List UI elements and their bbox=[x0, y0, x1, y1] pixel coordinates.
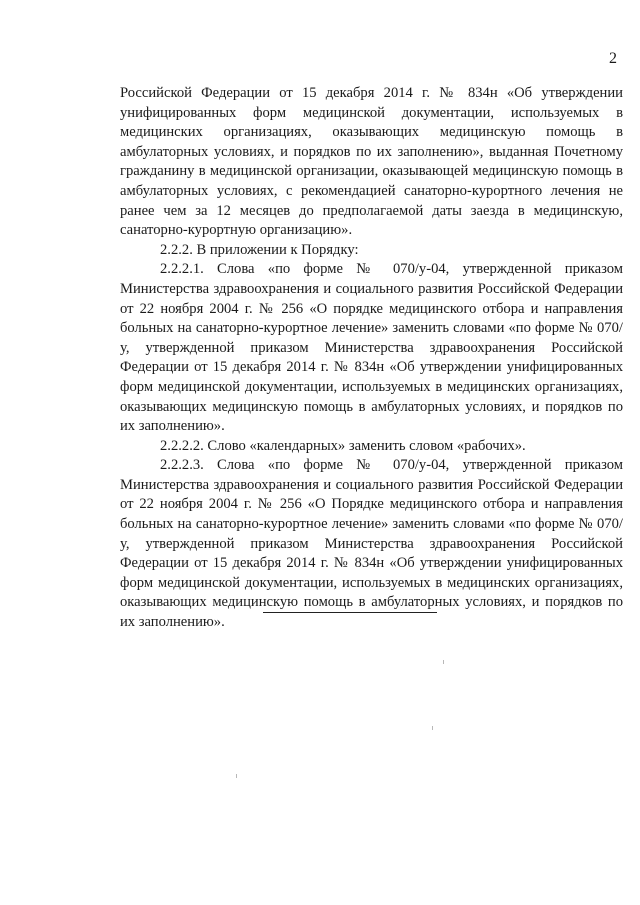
paragraph-2-2-2-1: 2.2.2.1. Слова «по форме № 070/у-04, утвержденной приказом Министерства здравоохранения и социального развития Российской Федерации от 22 ноября 2004 г. № 256 «О порядке медицинского отбора и направления больных на санаторно-курортное лечение» заменить словами «по форме № 070/у, утвержденной приказом Министерства здравоохранения Российской Федерации от 15 декабря 2014 г. № 834н «Об утверждении унифицированных форм медицинской документации, используемых в медицинских организациях, оказывающих медицинскую помощь в амбулаторных условиях, и порядков по их заполнению». bbox=[120, 261, 623, 435]
paragraph-2-2-2: 2.2.2. В приложении к Порядку: bbox=[160, 241, 359, 258]
scan-speck bbox=[443, 660, 444, 664]
scan-speck bbox=[432, 726, 433, 730]
scan-speck bbox=[236, 774, 237, 778]
paragraph-2-2-2-3: 2.2.2.3. Слова «по форме № 070/у-04, утвержденной приказом Министерства здравоохранения и социального развития Российской Федерации от 22 ноября 2004 г. № 256 «О Порядке медицинского отбора и направления больных на санаторно-курортное лечение» заменить словами «по форме № 070/у, утвержденной приказом Министерства здравоохранения Российской Федерации от 15 декабря 2014 г. № 834н «Об утверждении унифицированных форм медицинской документации, используемых в медицинских организациях, оказывающих медицинскую помощь в амбулаторных условиях, и порядков по их заполнению». bbox=[120, 457, 623, 631]
page-number: 2 bbox=[609, 50, 617, 67]
paragraph-continuation: Российской Федерации от 15 декабря 2014 г. № 834н «Об утверждении унифицированных форм медицинской документации, используемых в медицинских организациях, оказывающих медицинскую помощь в амбулаторных условиях, и порядков по их заполнению», выданная Почетному гражданину в медицинской организации, оказывающей медицинскую помощь в амбулаторных условиях, с рекомендацией санаторно-курортного лечения не ранее чем за 12 месяцев до предполагаемой даты заезда в медицинскую, санаторно-курортную организацию». bbox=[120, 85, 623, 239]
paragraph-2-2-2-2: 2.2.2.2. Слово «календарных» заменить словом «рабочих». bbox=[160, 437, 526, 454]
document-body bbox=[120, 84, 623, 633]
end-of-text-divider bbox=[263, 612, 437, 613]
